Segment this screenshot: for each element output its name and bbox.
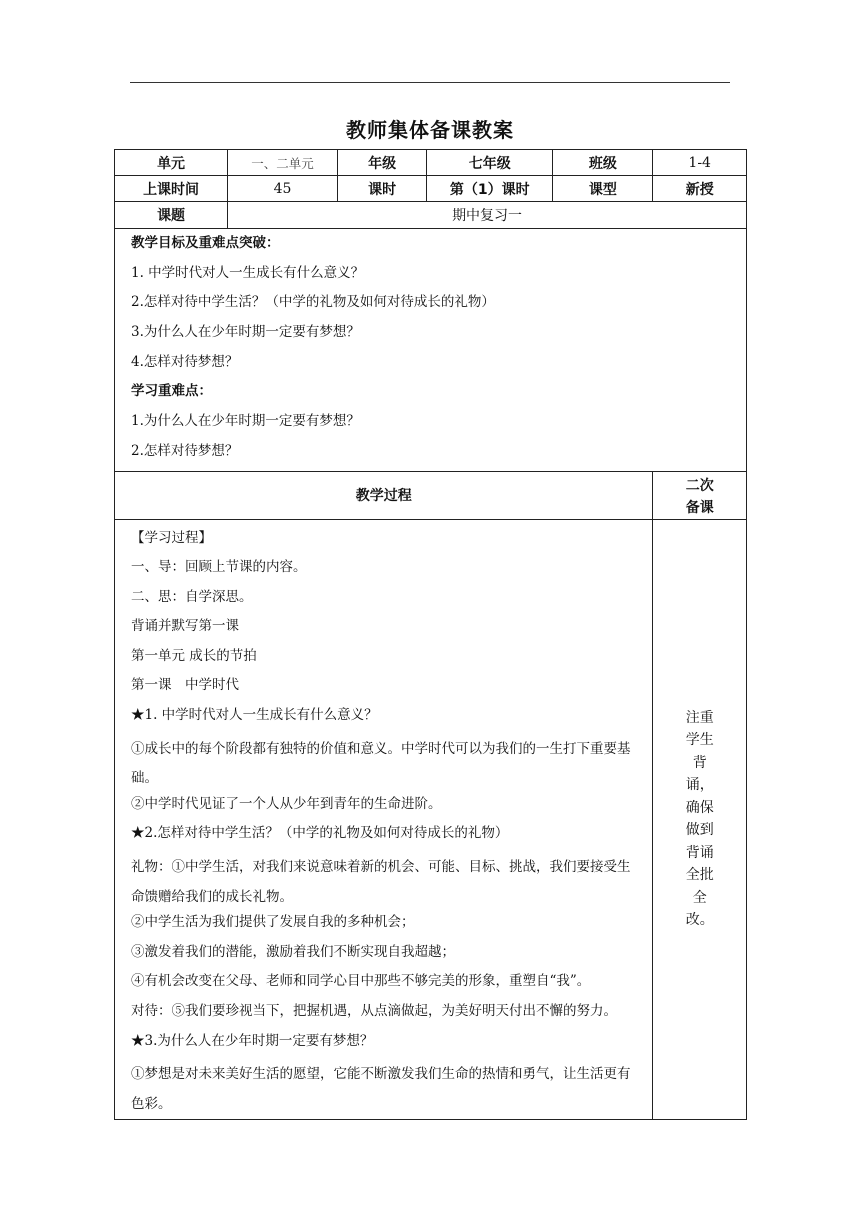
row-process-body	[115, 519, 747, 1120]
second-prep-note	[653, 519, 747, 1120]
header-rule	[130, 82, 730, 83]
process-line: 【学习过程】	[131, 529, 212, 546]
objectives-heading: 教学目标及重难点突破：	[131, 235, 280, 251]
period-value: 第（1）课时	[427, 176, 553, 202]
process-paragraph: ①梦想是对未来美好生活的愿望，它能不断激发我们生命的热情和勇气，让生活更有色彩。	[131, 1066, 631, 1112]
process-line: ★1. 中学时代对人一生成长有什么意义？	[131, 707, 378, 724]
process-line: ★3.为什么人在少年时期一定要有梦想？	[131, 1032, 374, 1049]
process-paragraph: 礼物：①中学生活，对我们来说意味着新的机会、可能、目标、挑战，我们要接受生命馈赠给我们的成长礼物。	[131, 859, 631, 905]
process-line: 第一单元 成长的节拍	[131, 647, 257, 664]
process-line: ②中学时代见证了一个人从少年到青年的生命进阶。	[131, 795, 442, 812]
unit-value: 一、二单元	[228, 150, 338, 176]
row-process-header	[115, 471, 747, 519]
unit-label: 单元	[115, 150, 228, 176]
second-prep-text: 二次备课	[685, 477, 714, 516]
grade-label: 年级	[337, 150, 426, 176]
objective-item: 2.怎样对待中学生活？（中学的礼物及如何对待成长的礼物）	[131, 294, 495, 311]
second-prep-note-text: 注重学生背诵，确保做到背诵全批全改。	[685, 709, 714, 929]
second-prep-label	[653, 471, 747, 519]
objective-item: 4.怎样对待梦想？	[131, 353, 239, 370]
objective-item: 3.为什么人在少年时期一定要有梦想？	[131, 324, 360, 341]
key-points-heading: 学习重难点：	[131, 383, 212, 400]
process-heading: 教学过程	[115, 471, 653, 519]
key-point-item: 2.怎样对待梦想？	[131, 442, 239, 459]
process-line: 第一课 中学时代	[131, 677, 239, 694]
process-line: ★2.怎样对待中学生活？（中学的礼物及如何对待成长的礼物）	[131, 825, 509, 842]
process-content	[115, 519, 653, 1120]
process-line: 背诵并默写第一课	[131, 618, 239, 635]
row-topic	[115, 202, 747, 229]
objectives-cell	[115, 229, 747, 472]
key-point-item: 1.为什么人在少年时期一定要有梦想？	[131, 413, 360, 430]
row-time	[115, 176, 747, 202]
lesson-plan-table	[114, 149, 747, 1120]
process-line: ②中学生活为我们提供了发展自我的多种机会；	[131, 914, 415, 931]
row-objectives	[115, 229, 747, 472]
process-line: ④有机会改变在父母、老师和同学心目中那些不够完美的形象，重塑自“我”。	[131, 973, 591, 990]
process-line: ③激发着我们的潜能，激励着我们不断实现自我超越；	[131, 943, 455, 960]
grade-value: 七年级	[427, 150, 553, 176]
time-label: 上课时间	[115, 176, 228, 202]
row-unit	[115, 150, 747, 176]
process-line: 一、导：回顾上节课的内容。	[131, 559, 307, 576]
class-value: 1-4	[653, 150, 747, 176]
period-label: 课时	[337, 176, 426, 202]
process-line: 对待：⑤我们要珍视当下，把握机遇，从点滴做起，为美好明天付出不懈的努力。	[131, 1003, 617, 1019]
process-line: 二、思：自学深思。	[131, 588, 253, 605]
topic-label: 课题	[115, 202, 228, 229]
topic-value: 期中复习一	[228, 202, 747, 229]
type-value: 新授	[653, 176, 747, 202]
time-value: 45	[228, 176, 338, 202]
page-title: 教师集体备课教案	[346, 118, 514, 142]
class-label: 班级	[553, 150, 653, 176]
process-paragraph: ①成长中的每个阶段都有独特的价值和意义。中学时代可以为我们的一生打下重要基础。	[131, 740, 631, 787]
objective-item: 1. 中学时代对人一生成长有什么意义？	[131, 264, 365, 281]
type-label: 课型	[553, 176, 653, 202]
